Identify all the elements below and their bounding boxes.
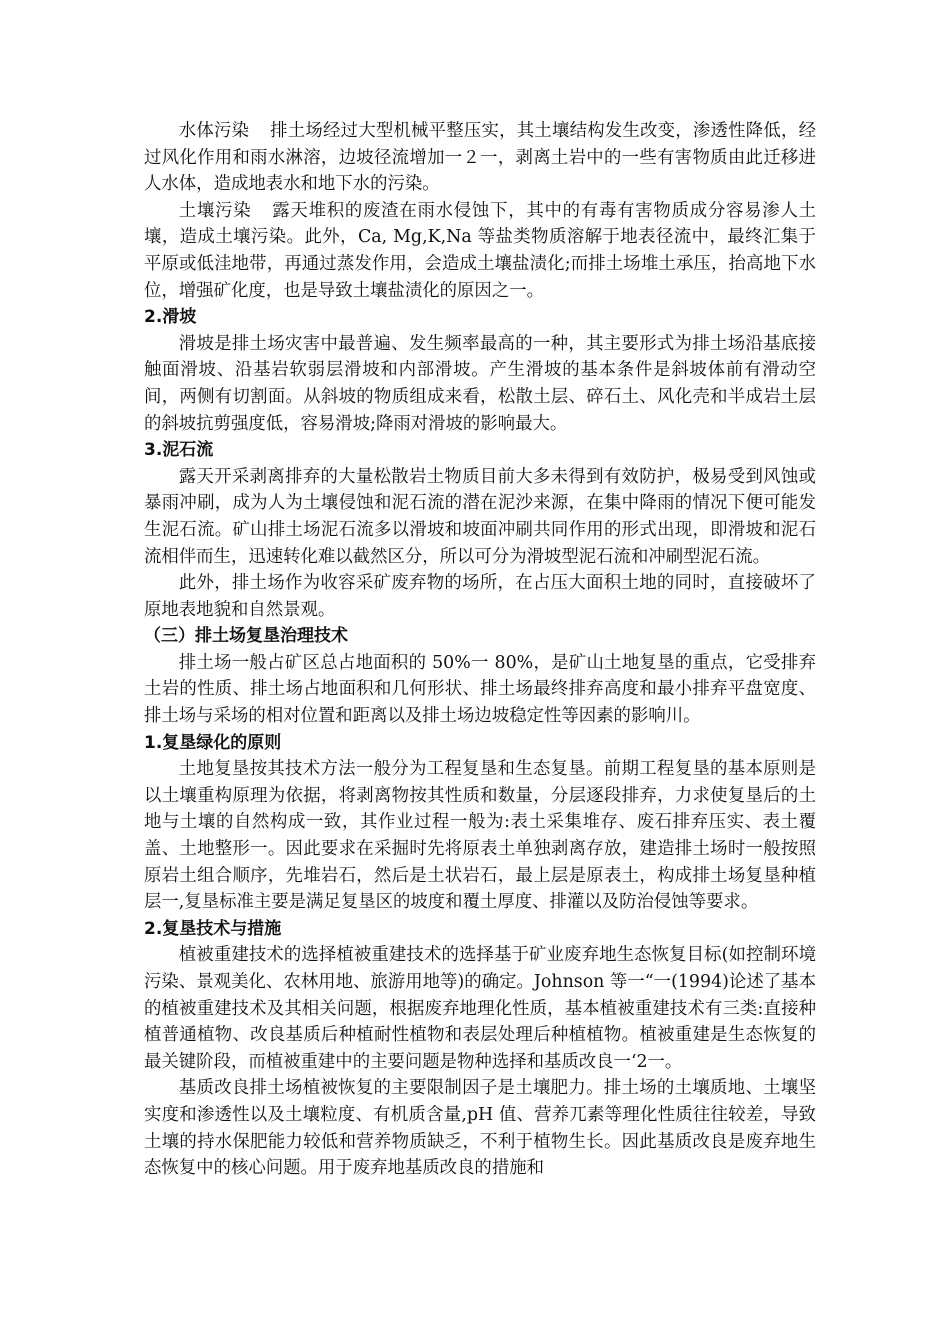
paragraph-water-pollution bbox=[144, 118, 816, 198]
text-water-pollution: 排土场经过大型机械平整压实，其土壤结构发生改变，渗透性降低，经过风化作用和雨水淋溶，边坡径流增加一２一，剥离土岩中的一些有害物质由此迁移进人水体，造成地表水和地下水的污染。 bbox=[144, 121, 816, 195]
heading-greening-principle: 1.复垦绿化的原则 bbox=[144, 732, 282, 753]
text-soil-pollution: 露天堆积的废渣在雨水侵蚀下，其中的有毒有害物质成分容易渗人土壤，造成土壤污染。此外，Ca, Mg,K,Na 等盐类物质溶解于地表径流中，最终汇集于平原或低洼地带，再通过蒸发作用，会造成土壤盐渍化;而排土场堆土承压，抬高地下水位，增强矿化度，也是导致土壤盐渍化的原因之一。 bbox=[144, 200, 816, 301]
paragraph-greening-principle: 土地复垦按其技术方法一般分为工程复垦和生态复垦。前期工程复垦的基本原则是以土壤重构原理为依据，将剥离物按其性质和数量，分层逐段排弃，力求使复垦后的土地与土壤的自然构成一致，其作业过程一般为:表土采集堆存、废石排弃压实、表土覆盖、土地整形一。因此要求在采掘时先将原表土单独剥离存放，建造排土场时一般按照原岩土组合顺序，先堆岩石，然后是土状岩石，最上层是原表土，构成排土场复垦种植层一,复垦标准主要是满足复垦区的坡度和覆土厚度、排灌以及防治侵蚀等要求。 bbox=[144, 759, 816, 913]
heading-reclamation-technology: （三）排土场复垦治理技术 bbox=[144, 626, 348, 647]
paragraph-vegetation-reconstruction: 植被重建技术的选择植被重建技术的选择基于矿业废弃地生态恢复目标(如控制环境污染、景观美化、农林用地、旅游用地等)的确定。Johnson 等一“一(1994)论述了基本的植被重建技术及其相关问题，根据废弃地理化性质，基本植被重建技术有三类:直接种植普通植物、改良基质后种植耐性植物和表层处理后种植植物。植被重建是生态恢复的最关键阶段，而植被重建中的主要问题是物种选择和基质改良一‘2一。 bbox=[144, 945, 816, 1072]
paragraph-reclamation-technology: 排土场一般占矿区总占地面积的 50%一 80%，是矿山土地复垦的重点，它受排弃土岩的性质、排土场占地面积和几何形状、排土场最终排弃高度和最小排弃平盘宽度、排土场与采场的相对位置和距离以及排土场边坡稳定性等因素的影响川。 bbox=[144, 652, 816, 727]
paragraph-landslide: 滑坡是排土场灾害中最普遍、发生频率最高的一种，其主要形式为排土场沿基底接触面滑坡、沿基岩软弱层滑坡和内部滑坡。产生滑坡的基本条件是斜坡体前有滑动空间，两侧有切割面。从斜坡的物质组成来看，松散土层、碎石土、风化壳和半成岩土层的斜坡抗剪强度低，容易滑坡;降雨对滑坡的影响最大。 bbox=[144, 333, 816, 434]
paragraph-debris-flow-1: 露天开采剥离排弃的大量松散岩土物质目前大多未得到有效防护，极易受到风蚀或暴雨冲刷，成为人为土壤侵蚀和泥石流的潜在泥沙来源，在集中降雨的情况下便可能发生泥石流。矿山排土场泥石流多以滑坡和坡面冲刷共同作用的形式出现，即滑坡和泥石流相伴而生，迅速转化难以截然区分，所以可分为滑坡型泥石流和冲刷型泥石流。 bbox=[144, 466, 816, 567]
document-page bbox=[144, 118, 816, 1182]
term-water-pollution: 水体污染 bbox=[178, 121, 250, 141]
term-soil-pollution: 土壤污染 bbox=[178, 200, 252, 221]
heading-techniques-measures: 2.复垦技术与措施 bbox=[144, 918, 282, 939]
paragraph-substrate-improvement: 基质改良排土场植被恢复的主要限制因子是土壤肥力。排土场的土壤质地、土壤坚实度和渗透性以及土壤粒度、有机质含量,pH 值、营养兀素等理化性质往往较差，导致土壤的持水保肥能力较低和营养物质缺乏，不利于植物生长。因此基质改良是废弃地生态恢复中的核心问题。用于废弃地基质改良的措施和 bbox=[144, 1078, 816, 1179]
paragraph-debris-flow-2: 此外，排土场作为收容采矿废弃物的场所，在占压大面积土地的同时，直接破坏了原地表地貌和自然景观。 bbox=[144, 573, 816, 620]
paragraph-soil-pollution bbox=[144, 198, 816, 304]
heading-debris-flow: 3.泥石流 bbox=[144, 440, 214, 461]
heading-landslide: 2.滑坡 bbox=[144, 307, 197, 328]
